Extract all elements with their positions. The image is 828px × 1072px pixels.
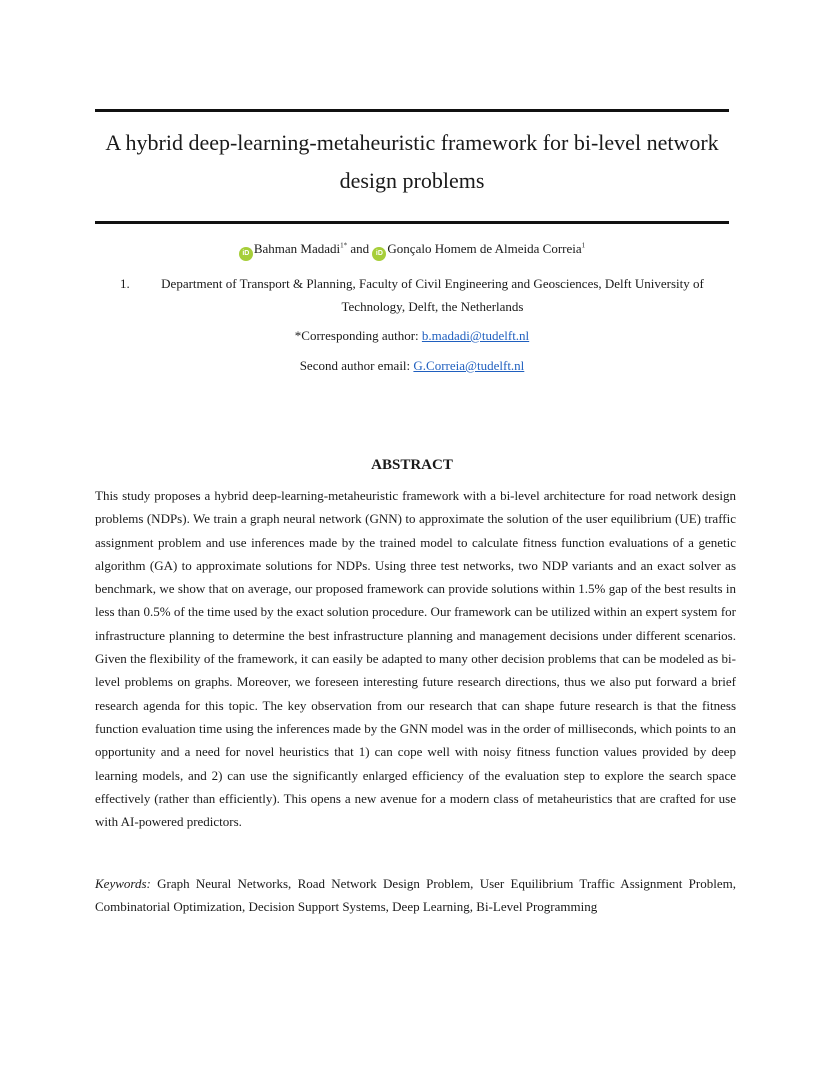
keywords-text: Graph Neural Networks, Road Network Design Problem, User Equilibrium Traffic Assignment Problem, Combinatorial Optimization, Decision Support Systems, Deep Learning, Bi-Level Programming [95, 876, 736, 914]
author-name: Bahman Madadi [253, 241, 341, 256]
author-separator: and [350, 241, 370, 256]
affiliation [120, 272, 720, 318]
corresponding-email-link[interactable]: b.madadi@tudelft.nl [421, 328, 530, 343]
affiliation-number: 1. [120, 276, 130, 291]
keywords-label: Keywords: [95, 876, 151, 891]
corresponding-author [95, 326, 729, 346]
author-line [95, 238, 729, 261]
bottom-rule [95, 221, 729, 224]
keywords [95, 872, 736, 918]
affiliation-text: Department of Transport & Planning, Faculty of Civil Engineering and Geosciences, Delft University of Technology, Delft, the Netherlands [161, 276, 704, 314]
corresponding-label: *Corresponding author: [294, 328, 419, 343]
abstract-text: This study proposes a hybrid deep-learning-metaheuristic framework with a bi-level architecture for road network design problems (NDPs). We train a graph neural network (GNN) to approximate the solution of the user equilibrium (UE) traffic assignment problem and use inferences made by the trained model to calculate fitness function evaluations of a genetic algorithm (GA) to approximate solutions for NDPs. Using three test networks, two NDP variants and an exact solver as benchmark, we show that on average, our proposed framework can provide solutions within 1.5% gap of the best results in less than 0.5% of the time used by the exact solution procedure. Our framework can be utilized within an expert system for infrastructure planning to determine the best infrastructure planning and management decisions under different scenarios. Given the flexibility of the framework, it can easily be adapted to many other decision problems that can be modeled as bi-level problems on graphs. Moreover, we foreseen interesting future research directions, thus we also put forward a brief research agenda for this topic. The key observation from our research that can shape future research is that the fitness function evaluation time using the inferences made by the GNN model was in the order of milliseconds, which points to an opportunity and a need for novel heuristics that 1) can cope well with noisy fitness function values provided by deep learning models, and 2) can use the significantly enlarged efficiency of the evaluation step to explore the search space effectively (rather than efficiently). This opens a new avenue for a modern class of metaheuristics that are crafted for use with AI-powered predictors. [95, 488, 736, 830]
paper-title: A hybrid deep-learning-metaheuristic framework for bi-level network design problems [105, 130, 719, 193]
author-affiliation-mark: 1* [340, 241, 348, 250]
abstract-heading: ABSTRACT [371, 457, 453, 473]
second-author-label: Second author email: [299, 358, 411, 373]
orcid-icon[interactable]: iD [239, 247, 253, 261]
author-affiliation-mark: 1 [581, 241, 586, 250]
orcid-icon[interactable]: iD [372, 247, 386, 261]
top-rule [95, 109, 729, 112]
author-name: Gonçalo Homem de Almeida Correia [387, 241, 582, 256]
second-author-email-link[interactable]: G.Correia@tudelft.nl [413, 358, 525, 373]
second-author-contact [95, 356, 729, 376]
